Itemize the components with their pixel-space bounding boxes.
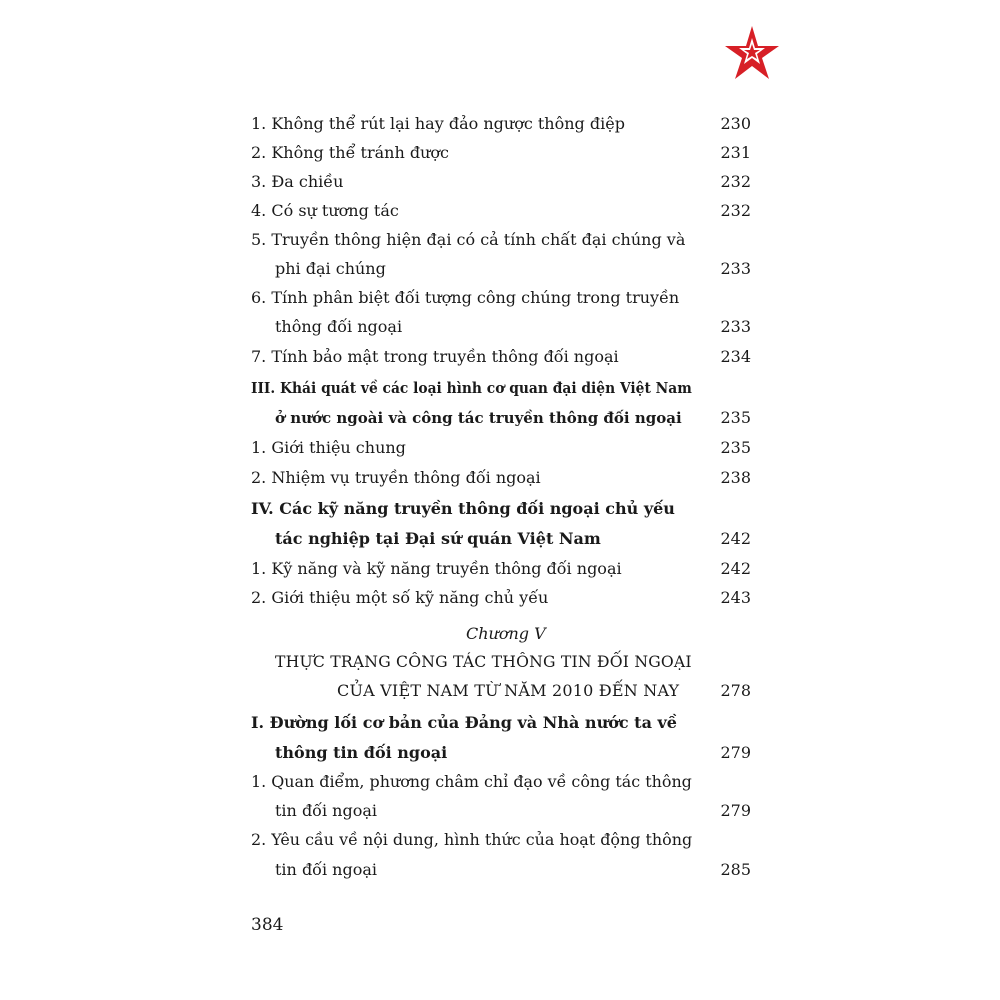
toc-entry-page: 235 — [720, 408, 751, 427]
toc-entry-page: 230 — [720, 114, 751, 133]
toc-entry-text-continued[interactable]: thông đối ngoại — [275, 317, 403, 336]
toc-section-heading[interactable]: I. Đường lối cơ bản của Đảng và Nhà nước ta về — [251, 713, 677, 732]
chapter-label: Chương V — [466, 624, 546, 643]
toc-entry-page: 233 — [720, 259, 751, 278]
toc-section-heading-continued[interactable]: ở nước ngoài và công tác truyền thông đối ngoại — [275, 409, 682, 427]
toc-entry-page: 231 — [720, 143, 751, 162]
toc-entry-text[interactable]: 1. Giới thiệu chung — [251, 438, 406, 457]
toc-entry-page: 242 — [720, 529, 751, 548]
toc-entry-page: 233 — [720, 317, 751, 336]
toc-entry-text[interactable]: 4. Có sự tương tác — [251, 201, 399, 220]
chapter-title[interactable]: THỰC TRẠNG CÔNG TÁC THÔNG TIN ĐỐI NGOẠI — [275, 652, 692, 671]
toc-entry-text[interactable]: 1. Không thể rút lại hay đảo ngược thông điệp — [251, 114, 625, 133]
toc-entry-text[interactable]: 2. Nhiệm vụ truyền thông đối ngoại — [251, 468, 541, 487]
toc-entry-page: 278 — [720, 681, 751, 700]
toc-entry-text[interactable]: 1. Kỹ năng và kỹ năng truyền thông đối ngoại — [251, 559, 622, 578]
toc-entry-text[interactable]: 3. Đa chiều — [251, 172, 344, 191]
toc-entry-page: 234 — [720, 347, 751, 366]
toc-section-heading[interactable]: IV. Các kỹ năng truyền thông đối ngoại chủ yếu — [251, 499, 675, 518]
toc-entry-page: 243 — [720, 588, 751, 607]
toc-section-heading[interactable]: III. Khái quát về các loại hình cơ quan đại diện Việt Nam — [251, 379, 692, 397]
toc-entry-text[interactable]: 6. Tính phân biệt đối tượng công chúng trong truyền — [251, 288, 680, 307]
page-number: 384 — [251, 915, 284, 935]
toc-entry-text-continued[interactable]: phi đại chúng — [275, 259, 386, 278]
toc-section-heading-continued[interactable]: thông tin đối ngoại — [275, 743, 448, 762]
toc-entry-text-continued[interactable]: tin đối ngoại — [275, 860, 378, 879]
toc-entry-text[interactable]: 5. Truyền thông hiện đại có cả tính chất đại chúng và — [251, 230, 686, 249]
star-emblem-icon — [722, 24, 782, 84]
toc-entry-page: 235 — [720, 438, 751, 457]
toc-entry-page: 232 — [720, 172, 751, 191]
toc-entry-page: 232 — [720, 201, 751, 220]
toc-entry-text[interactable]: 7. Tính bảo mật trong truyền thông đối ngoại — [251, 347, 619, 366]
toc-entry-text[interactable]: 2. Giới thiệu một số kỹ năng chủ yếu — [251, 588, 549, 607]
toc-entry-text[interactable]: 2. Yêu cầu về nội dung, hình thức của hoạt động thông — [251, 830, 693, 849]
chapter-title-continued[interactable]: CỦA VIỆT NAM TỪ NĂM 2010 ĐẾN NAY — [337, 681, 680, 700]
toc-entry-page: 279 — [720, 743, 751, 762]
toc-entry-page: 238 — [720, 468, 751, 487]
toc-entry-page: 279 — [720, 801, 751, 820]
toc-entry-page: 242 — [720, 559, 751, 578]
toc-entry-text[interactable]: 2. Không thể tránh được — [251, 143, 449, 162]
toc-entry-text-continued[interactable]: tin đối ngoại — [275, 801, 378, 820]
toc-section-heading-continued[interactable]: tác nghiệp tại Đại sứ quán Việt Nam — [275, 529, 601, 548]
toc-entry-page: 285 — [720, 860, 751, 879]
toc-entry-text[interactable]: 1. Quan điểm, phương châm chỉ đạo về công tác thông — [251, 772, 692, 791]
